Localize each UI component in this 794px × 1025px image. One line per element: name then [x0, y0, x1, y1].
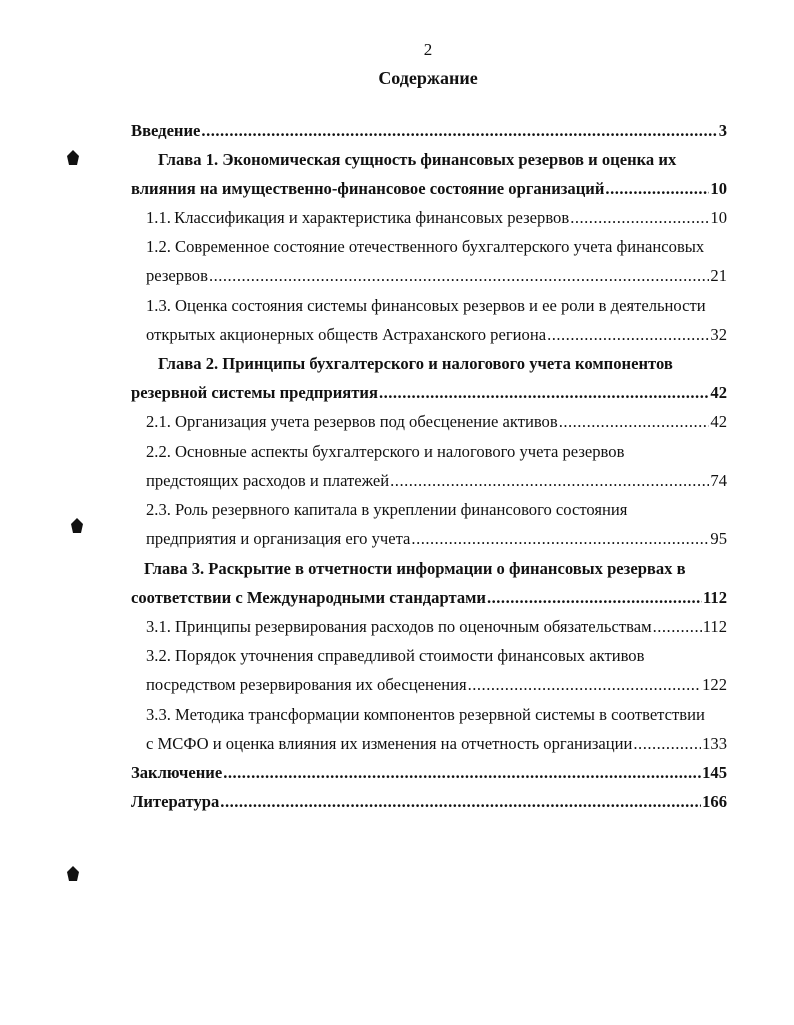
toc-entry-page: 166 [702, 792, 727, 811]
toc-entry-page: 133 [702, 734, 727, 753]
toc-entry-section-1-1[interactable] [146, 203, 727, 233]
toc-entry-page: 112 [702, 617, 727, 636]
toc-entry-page: 21 [710, 266, 727, 285]
toc-entry-title: Литература [131, 792, 220, 811]
toc-entry-page: 122 [702, 675, 727, 694]
toc-entry-title: Глава 1. Экономическая сущность финансовых резервов и оценка их [158, 150, 677, 169]
toc-entry-section-2-3-line-1[interactable] [146, 495, 627, 525]
toc-entry-title: с МСФО и оценка влияния их изменения на отчетность организации [146, 734, 633, 753]
toc-entry-title: предприятия и организация его учета [146, 529, 411, 548]
toc-entry-chapter-1-line-2[interactable] [131, 174, 727, 204]
binder-hole-mark-icon [70, 518, 84, 534]
toc-entry-title: Классификация и характеристика финансовых резервов [174, 208, 570, 227]
toc-entry-title: Введение [131, 121, 201, 140]
toc-entry-title: соответствии с Международными стандартами [131, 588, 486, 607]
toc-entry-section-1-2-line-1[interactable] [146, 232, 704, 262]
toc-entry-title: 2.1. Организация учета резервов под обесценение активов [146, 412, 558, 431]
toc-entry-title: 1.2. Современное состояние отечественного бухгалтерского учета финансовых [146, 237, 705, 256]
page-number: 2 [423, 40, 433, 59]
toc-entry-section-3-2-line-2[interactable] [146, 670, 727, 700]
toc-entry-title: предстоящих расходов и платежей [146, 471, 390, 490]
toc-entry-chapter-3-line-2[interactable] [131, 583, 727, 613]
toc-entry-page: 74 [710, 471, 727, 490]
toc-entry-title: Глава 2. Принципы бухгалтерского и налогового учета компонентов [158, 354, 673, 373]
toc-entry-title: 2.2. Основные аспекты бухгалтерского и налогового учета резервов [146, 442, 625, 461]
toc-entry-page: 112 [703, 588, 727, 607]
toc-entry-section-3-3-line-2[interactable] [146, 729, 727, 759]
toc-entry-page: 32 [710, 325, 727, 344]
toc-entry-title: 3.3. Методика трансформации компонентов резервной системы в соответствии [146, 705, 705, 724]
toc-entry-title: влияния на имущественно-финансовое состояние организаций [131, 179, 605, 198]
toc-entry-page: 10 [710, 179, 727, 198]
toc-entry-page: 3 [718, 121, 727, 140]
toc-entry-title: открытых акционерных обществ Астраханского региона [146, 325, 547, 344]
toc-entry-page: 95 [710, 529, 727, 548]
toc-entry-conclusion[interactable] [131, 758, 727, 788]
toc-entry-section-3-3-line-1[interactable] [146, 700, 705, 730]
toc-entry-section-3-2-line-1[interactable] [146, 641, 644, 671]
toc-entry-page: 42 [710, 383, 727, 402]
toc-entry-title: 3.2. Порядок уточнения справедливой стоимости финансовых активов [146, 646, 645, 665]
toc-entry-chapter-1-line-1[interactable] [158, 145, 676, 175]
toc-entry-section-2-3-line-2[interactable] [146, 524, 727, 554]
toc-entry-chapter-2-line-1[interactable] [158, 349, 673, 379]
toc-entry-introduction[interactable] [131, 116, 727, 146]
toc-entry-title: 1.3. Оценка состояния системы финансовых резервов и ее роли в деятельности [146, 296, 706, 315]
toc-entry-title: 3.1. Принципы резервирования расходов по оценочным обязательствам [146, 617, 652, 636]
toc-entry-title: резервной системы предприятия [131, 383, 378, 402]
toc-entry-section-3-1[interactable] [146, 612, 727, 642]
toc-entry-page: 42 [710, 412, 727, 431]
binder-hole-mark-icon [66, 866, 80, 882]
toc-entry-section-1-3-line-2[interactable] [146, 320, 727, 350]
toc-entry-section-1-2-line-2[interactable] [146, 261, 727, 291]
toc-entry-page: 145 [702, 763, 727, 782]
toc-entry-chapter-3-line-1[interactable] [144, 554, 686, 584]
toc-entry-page: 10 [710, 208, 727, 227]
toc-entry-number: 1.1. [146, 208, 171, 227]
toc-entry-references[interactable] [131, 787, 727, 817]
toc-entry-section-2-1[interactable] [146, 407, 727, 437]
toc-entry-section-2-2-line-1[interactable] [146, 437, 624, 467]
toc-entry-title: 2.3. Роль резервного капитала в укреплении финансового состояния [146, 500, 628, 519]
toc-entry-title: Глава 3. Раскрытие в отчетности информации о финансовых резервах в [144, 559, 686, 578]
binder-hole-mark-icon [66, 150, 80, 166]
toc-entry-chapter-2-line-2[interactable] [131, 378, 727, 408]
toc-entry-title: посредством резервирования их обесценения [146, 675, 467, 694]
page-title: Содержание [378, 68, 478, 88]
toc-entry-title: резервов [146, 266, 208, 285]
toc-entry-section-1-3-line-1[interactable] [146, 291, 706, 321]
toc-entry-title: Заключение [131, 763, 223, 782]
toc-entry-section-2-2-line-2[interactable] [146, 466, 727, 496]
